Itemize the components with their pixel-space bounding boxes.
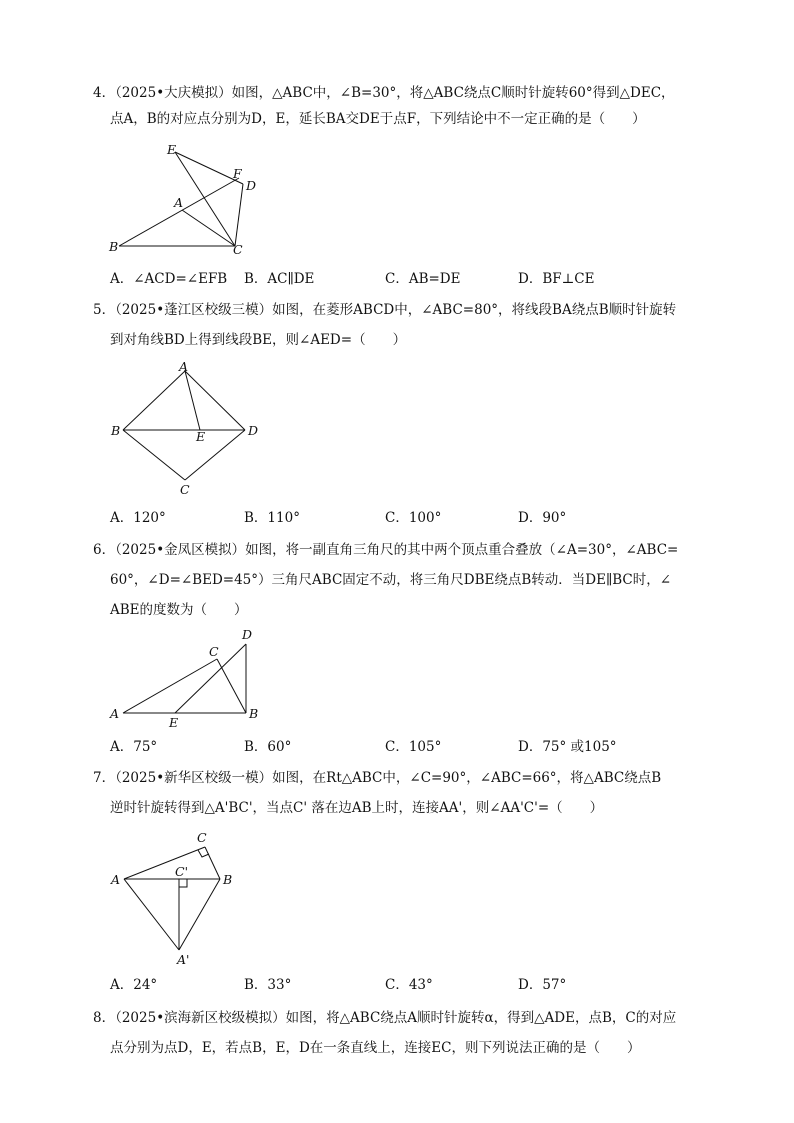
q5-option-d[interactable]: D．90° — [518, 510, 567, 526]
q4-line-1: 4．（2025•大庆模拟）如图，△ABC中，∠B=30°，将△ABC绕点C顺时针旋转60°得到△DEC， — [93, 85, 675, 101]
q4-label-A: A — [174, 195, 184, 210]
q7-label-B: B — [223, 872, 233, 887]
q5-line-1: 5．（2025•蓬江区校级三模）如图，在菱形ABCD中，∠ABC=80°，将线段BA绕点B顺时针旋转 — [93, 302, 677, 318]
q6-line-3: ABE的度数为（ ） — [110, 602, 248, 618]
q6-figure — [105, 625, 275, 730]
q6-option-a[interactable]: A．75° — [110, 739, 158, 755]
q4-option-c[interactable]: C．AB=DE — [385, 271, 461, 287]
q5-option-a[interactable]: A．120° — [110, 510, 166, 526]
q6-label-B: B — [249, 706, 259, 721]
q4-label-D: D — [246, 178, 257, 193]
q7-line-1: 7．（2025•新华区校级一模）如图，在Rt△ABC中，∠C=90°，∠ABC=66°，将△ABC绕点B — [93, 770, 662, 786]
q5-label-E: E — [196, 429, 206, 444]
q5-label-B: B — [111, 423, 121, 438]
q4-label-B: B — [109, 239, 119, 254]
q6-line-1: 6．（2025•金凤区模拟）如图，将一副直角三角尺的其中两个顶点重合叠放（∠A=30°，∠ABC= — [93, 542, 679, 558]
q6-label-A: A — [110, 706, 120, 721]
q7-option-a[interactable]: A．24° — [110, 977, 158, 993]
q4-option-a[interactable]: A．∠ACD=∠EFB — [110, 271, 228, 287]
q7-option-d[interactable]: D．57° — [518, 977, 567, 993]
q4-option-d[interactable]: D．BF⊥CE — [518, 271, 595, 287]
q7-label-A: A — [111, 872, 121, 887]
q7-option-c[interactable]: C．43° — [385, 977, 433, 993]
q5-label-C: C — [180, 482, 190, 497]
q4-option-b[interactable]: B．AC∥DE — [244, 271, 315, 287]
q7-options — [110, 975, 690, 995]
q5-option-c[interactable]: C．100° — [385, 510, 442, 526]
q6-label-E: E — [169, 715, 179, 730]
q5-label-D: D — [248, 423, 259, 438]
q6-option-b[interactable]: B．60° — [244, 739, 292, 755]
q5-label-A: A — [179, 359, 189, 374]
q7-label-C-prime: C' — [175, 864, 189, 879]
q6-label-D: D — [242, 627, 253, 642]
q6-options — [110, 737, 690, 757]
q6-option-d[interactable]: D．75° 或105° — [518, 739, 617, 755]
q7-label-A-prime: A' — [177, 952, 190, 967]
q4-label-C: C — [233, 242, 243, 257]
q8-line-2: 点分别为点D，E，若点B，E，D在一条直线上，连接EC，则下列说法正确的是（ ） — [110, 1040, 641, 1056]
q5-line-2: 到对角线BD上得到线段BE，则∠AED=（ ） — [110, 332, 407, 348]
q7-label-C: C — [197, 830, 207, 845]
q7-figure — [105, 825, 245, 970]
q7-option-b[interactable]: B．33° — [244, 977, 292, 993]
q4-line-2: 点A，B的对应点分别为D，E，延长BA交DE于点F，下列结论中不一定正确的是（ ） — [110, 111, 646, 127]
q6-option-c[interactable]: C．105° — [385, 739, 442, 755]
q5-options — [110, 508, 690, 528]
q4-label-E: E — [167, 142, 177, 157]
q6-label-C: C — [209, 644, 219, 659]
q5-option-b[interactable]: B．110° — [244, 510, 300, 526]
q6-line-2: 60°，∠D=∠BED=45°）三角尺ABC固定不动，将三角尺DBE绕点B转动．当DE∥BC时，∠ — [110, 572, 672, 588]
q4-label-F: F — [233, 166, 242, 181]
q7-line-2: 逆时针旋转得到△A'BC'，当点C' 落在边AB上时，连接AA'，则∠AA'C'=（ ） — [110, 800, 604, 816]
q5-figure — [105, 360, 265, 500]
q4-figure — [105, 140, 265, 260]
q8-line-1: 8．（2025•滨海新区校级模拟）如图，将△ABC绕点A顺时针旋转α，得到△ADE，点B，C的对应 — [93, 1010, 677, 1026]
q4-options — [110, 269, 690, 289]
